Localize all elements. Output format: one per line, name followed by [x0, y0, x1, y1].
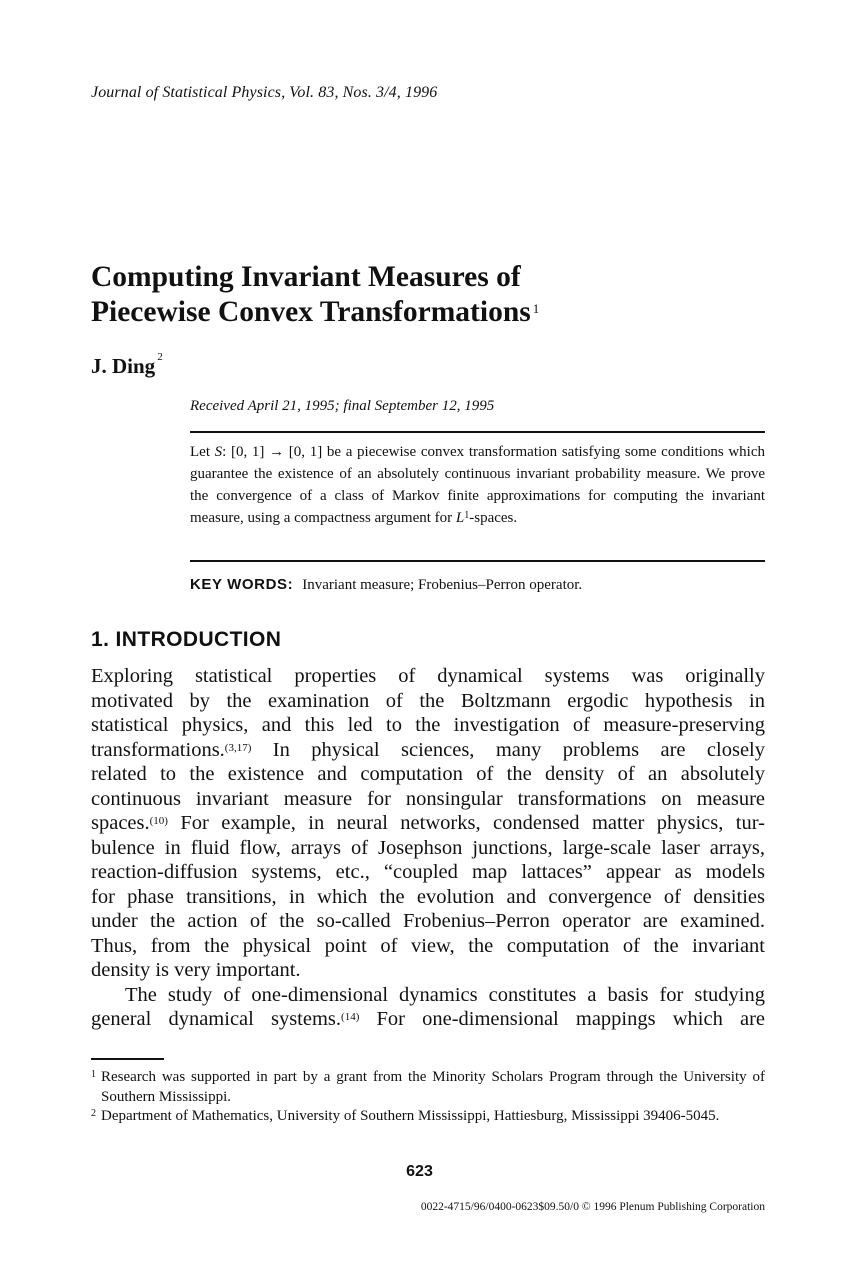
title-line-2: Piecewise Convex Transformations $^1$ [91, 296, 540, 328]
math-symbol-l: L [455, 510, 465, 526]
abstract: Let S: [0, 1] → [0, 1] be a piecewise convex transformation satisfying some conditions which guarantee the existence of an absolutely continuous invariant probability measure. We prove the convergence of a class of Markov finite approximations for computing the invariant measure, using a compactness argument for $L^1$-spaces. [190, 444, 765, 526]
body-line: for phase transitions, in which the evolution and convergence of densities [91, 885, 765, 908]
body-line: under the action of the so-called Frobenius–Perron operator are examined. [91, 910, 765, 932]
keywords [190, 576, 582, 594]
section-heading-introduction: 1. INTRODUCTION [91, 628, 282, 651]
article-title [91, 260, 539, 330]
body-line: density is very important. [91, 959, 301, 981]
body-line: The study of one-dimensional dynamics constitutes a basis for studying [125, 983, 765, 1006]
keywords-label: KEY WORDS: [190, 576, 294, 593]
introduction-body [91, 664, 765, 1032]
journal-citation: Journal of Statistical Physics, Vol. 83, Nos. 3/4, 1996 [91, 84, 438, 101]
body-line: reaction-diffusion systems, etc., “coupled map lattaces” appear as models [91, 861, 765, 883]
body-line: spaces.$^{(10)}$ For example, in neural networks, condensed matter physics, tur- [91, 812, 765, 834]
citation-ref: (14) [341, 1011, 360, 1023]
author-footnote-mark: 2 [157, 351, 163, 363]
citation-ref: (10) [149, 815, 168, 827]
body-line: related to the existence and computation of the density of an absolutely [91, 763, 765, 785]
footnote-2: 2 Department of Mathematics, University of Southern Mississippi, Hattiesburg, Mississippi 39406-5045. [91, 1108, 720, 1124]
body-line: transformations.$^{(3,17)}$ In physical sciences, many problems are closely [91, 738, 765, 761]
footnote-separator [91, 1058, 164, 1060]
body-line: continuous invariant measure for nonsingular transformations on measure [91, 787, 765, 810]
math-symbol-s: S [214, 444, 223, 460]
body-line: Thus, from the physical point of view, the computation of the invariant [91, 934, 765, 957]
page-number: 623 [406, 1163, 433, 1180]
author-name: J. Ding $^2$ [91, 351, 163, 378]
title-line-1: Computing Invariant Measures of [91, 261, 521, 293]
citation-ref: (3,17) [224, 741, 252, 754]
body-line: bulence in fluid flow, arrays of Josephson junctions, large-scale laser arrays, [91, 836, 765, 859]
abstract-bottom-rule [190, 560, 765, 562]
abstract-top-rule [190, 431, 765, 433]
copyright-line: 0022-4715/96/0400-0623$09.50/0 © 1996 Plenum Publishing Corporation [420, 1201, 765, 1213]
body-line: statistical physics, and this led to the investigation of measure-preserving [91, 714, 765, 736]
body-line: Exploring statistical properties of dynamical systems was originally [91, 665, 765, 687]
footnotes [91, 1068, 765, 1127]
received-dates: Received April 21, 1995; final September 12, 1995 [190, 398, 495, 414]
body-line: motivated by the examination of the Boltzmann ergodic hypothesis in [91, 689, 765, 712]
keywords-value: Invariant measure; Frobenius–Perron operator. [302, 577, 583, 593]
body-line: general dynamical systems.$^{(14)}$ For one-dimensional mappings which are [91, 1008, 765, 1030]
title-footnote-mark: 1 [532, 301, 540, 316]
footnote-1: 1 Research was supported in part by a grant from the Minority Scholars Program through the University of Southern Mississippi. [91, 1069, 765, 1105]
